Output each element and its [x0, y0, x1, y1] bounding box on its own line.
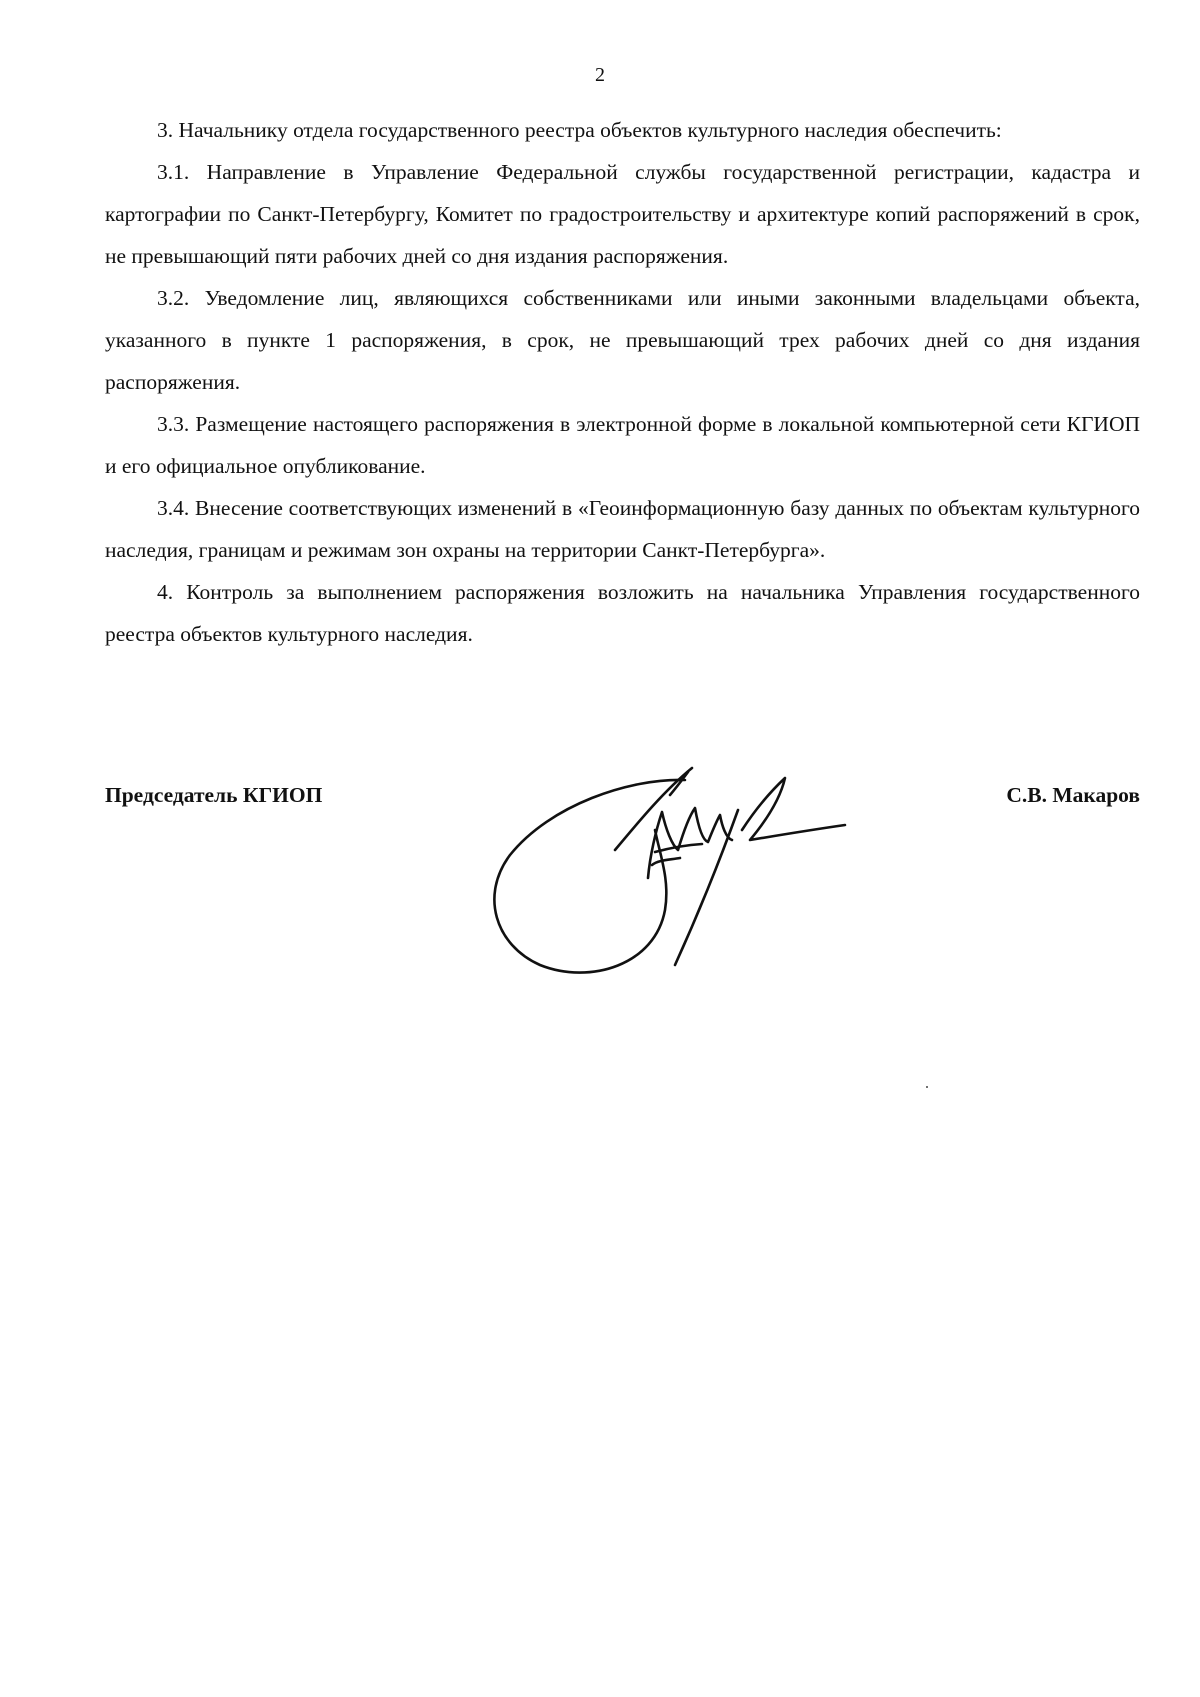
signatory-name: С.В. Макаров: [1006, 783, 1140, 807]
document-body: [105, 109, 1140, 655]
handwritten-signature: [480, 760, 920, 990]
paragraph-3: 3. Начальнику отдела государственного реестра объектов культурного наследия обеспечить:: [157, 118, 1002, 142]
page-number: 2: [595, 64, 605, 86]
signature-strokes: [494, 768, 845, 973]
paragraph-4: 4. Контроль за выполнением распоряжения возложить на начальника Управления государственного реестра объектов культурного наследия.: [105, 580, 1140, 646]
paragraph-3-1: 3.1. Направление в Управление Федеральной службы государственной регистрации, кадастра и картографии по Санкт-Петербургу, Комитет по градостроительству и архитектуре копий распоряжений в срок, не превышающий пяти рабочих дней со дня издания распоряжения.: [105, 160, 1140, 268]
scan-speck: [926, 1086, 928, 1088]
paragraph-3-4: 3.4. Внесение соответствующих изменений в «Геоинформационную базу данных по объектам культурного наследия, границам и режимам зон охраны на территории Санкт-Петербурга».: [105, 496, 1140, 562]
paragraph-3-3: 3.3. Размещение настоящего распоряжения в электронной форме в локальной компьютерной сети КГИОП и его официальное опубликование.: [105, 412, 1140, 478]
signatory-position: Председатель КГИОП: [105, 783, 323, 807]
paragraph-3-2: 3.2. Уведомление лиц, являющихся собственниками или иными законными владельцами объекта, указанного в пункте 1 распоряжения, в срок, не превышающий трех рабочих дней со дня издания распоряжения.: [105, 286, 1140, 394]
